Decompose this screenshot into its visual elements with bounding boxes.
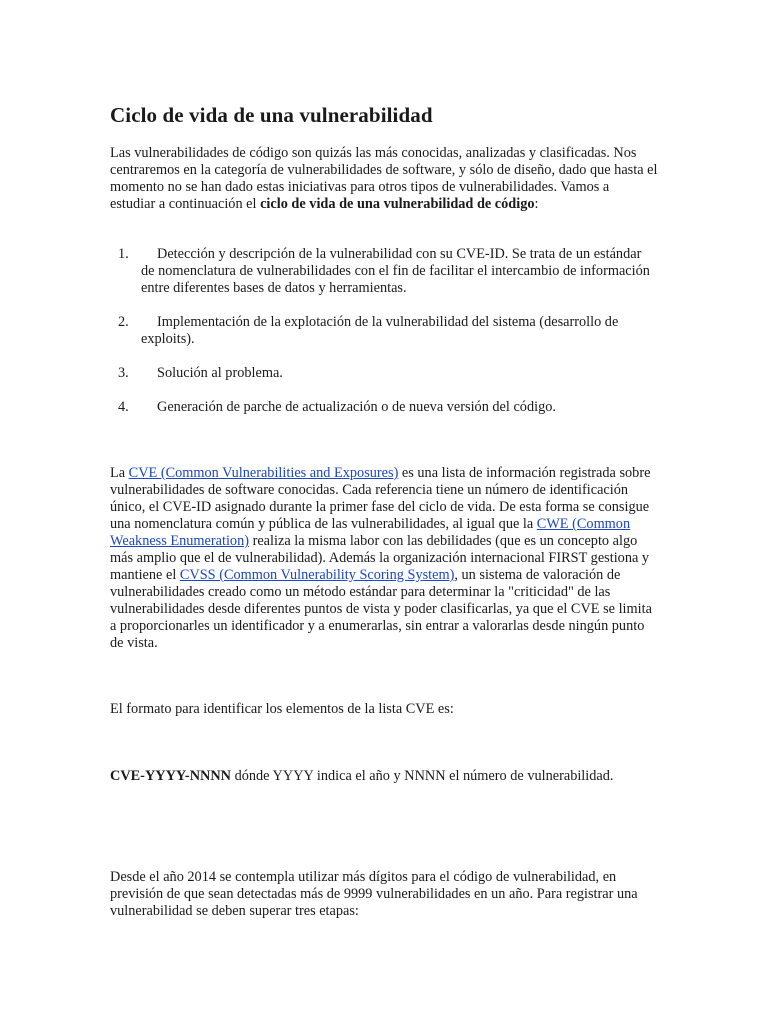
since-2014-paragraph: Desde el año 2014 se contempla utilizar más dígitos para el código de vulnerabilidad, en previsión de que sean detectadas más de 9999 vulnerabilidades en un año. Para registrar una vulnerabilidad se deben superar tres etapas: [110, 869, 638, 919]
intro-tail: : [534, 196, 539, 212]
list-item-number: 2. [118, 314, 129, 330]
lifecycle-steps-list [110, 246, 658, 433]
intro-text: Las vulnerabilidades de código son quizás las más conocidas, analizadas y clasificadas. Nos centraremos en la categoría de vulnerabilidades de software, y sólo de diseño, dado que hasta el momento no se han dado estas iniciativas para otros tipos de vulnerabilidades. Vamos a estudiar a continuación el [110, 145, 658, 212]
list-item-text: Implementación de la explotación de la vulnerabilidad del sistema (desarrollo de exploits). [141, 314, 619, 347]
intro-bold-text: ciclo de vida de una vulnerabilidad de código [260, 196, 535, 212]
list-item-number: 3. [118, 365, 129, 381]
cve-text-1: La [110, 465, 129, 481]
cve-text-3: realiza la misma labor con las debilidades (que es un concepto algo más amplio que el de vulnerabilidad). Además la organización internacional FIRST gestiona y mantiene el [110, 533, 650, 583]
list-item-text: Solución al problema. [157, 365, 283, 381]
list-item-number: 1. [118, 246, 129, 262]
cwe-link[interactable]: CWE (Common Weakness Enumeration) [110, 516, 631, 549]
cve-format-code: CVE-YYYY-NNNN [110, 768, 231, 784]
list-item [110, 399, 658, 416]
format-intro: El formato para identificar los elementos de la lista CVE es: [110, 701, 454, 717]
page-title: Ciclo de vida de una vulnerabilidad [110, 103, 433, 127]
cve-format-desc: dónde YYYY indica el año y NNNN el número de vulnerabilidad. [231, 768, 614, 784]
cve-paragraph [110, 465, 658, 652]
cve-text-2: es una lista de información registrada sobre vulnerabilidades de software conocidas. Cada referencia tiene un número de identificación único, el CVE-ID asignado durante la primer fase del ciclo de vida. De esta forma se consigue una nomenclatura común y pública de las vulnerabilidades, al igual que la [110, 465, 651, 532]
list-item [110, 365, 658, 382]
list-item-text: Detección y descripción de la vulnerabilidad con su CVE-ID. Se trata de un estándar de nomenclatura de vulnerabilidades con el fin de facilitar el intercambio de información entre diferentes bases de datos y herramientas. [141, 246, 650, 296]
cve-format-line [110, 768, 658, 785]
cve-text-4: , un sistema de valoración de vulnerabilidades creado como un método estándar para determinar la "criticidad" de las vulnerabilidades desde diferentes puntos de vista y poder clasificarlas, ya que el CVE se limita a proporcionarles un identificador y a enumerarlas, sin entrar a valorarlas desde ningún punto de vista. [110, 567, 652, 651]
list-item [110, 246, 658, 297]
cvss-link[interactable]: CVSS (Common Vulnerability Scoring System) [179, 567, 455, 583]
list-item-number: 4. [118, 399, 129, 415]
intro-paragraph [110, 145, 658, 213]
cve-link[interactable]: CVE (Common Vulnerabilities and Exposures) [128, 465, 399, 481]
list-item [110, 314, 658, 348]
list-item-text: Generación de parche de actualización o de nueva versión del código. [157, 399, 556, 415]
